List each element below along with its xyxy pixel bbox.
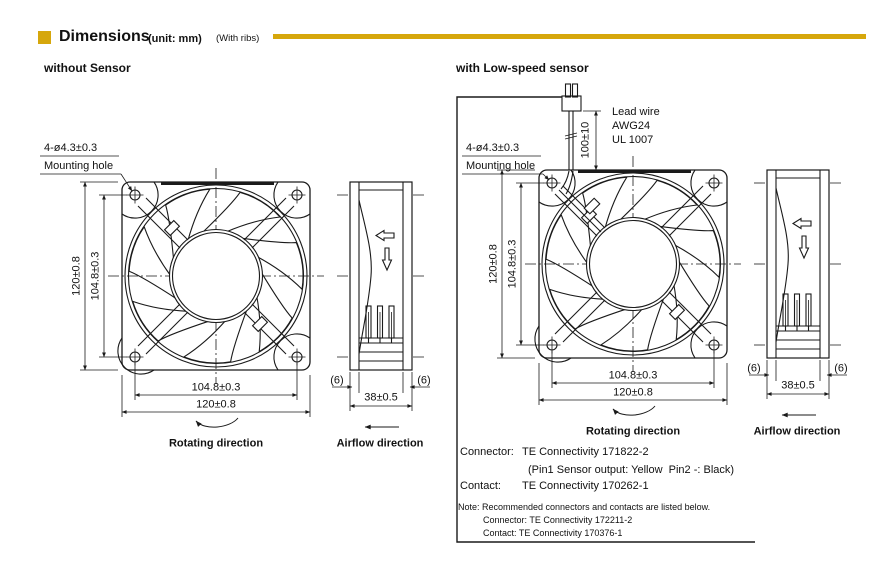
dim-hole-pitch-h-left: 104.8±0.3 [191,381,241,394]
dim-outer-height-right: 120±0.8 [487,244,500,284]
connector-value: TE Connectivity 171822-2 [522,446,649,458]
rotating-direction-label-left: Rotating direction [168,437,264,450]
dim-outer-width-right: 120±0.8 [613,386,653,399]
airflow-direction-label-right: Airflow direction [753,425,841,438]
mounting-hole-spec-right: 4-ø4.3±0.3 [466,142,520,154]
contact-label: Contact: [460,480,501,492]
page-title: Dimensions [59,28,150,45]
ribs-label: (With ribs) [216,33,260,44]
section-title-without-sensor: without Sensor [44,61,131,75]
note-line-1: Note: Recommended connectors and contacts are listed below. [458,502,711,512]
lead-wire-label-2: AWG24 [612,120,651,132]
dim-depth-right: 38±0.5 [781,379,815,392]
lead-wire-label-1: Lead wire [612,106,660,118]
dim-lead-length: 100±10 [579,121,592,159]
dim-hole-pitch-h-right: 104.8±0.3 [608,369,658,382]
dim-hole-pitch-v-right: 104.8±0.3 [506,239,519,289]
note-line-3: Contact: TE Connectivity 170376-1 [483,528,623,538]
lead-wire-label-3: UL 1007 [612,134,654,146]
note-line-2: Connector: TE Connectivity 172211-2 [483,515,633,525]
dim-flange-left-a: (6) [330,374,344,387]
section-title-with-sensor: with Low-speed sensor [456,61,589,75]
dim-outer-width-left: 120±0.8 [196,398,236,411]
mounting-hole-label-left: Mounting hole [44,160,114,172]
dim-flange-right-b: (6) [834,362,848,375]
pin-note: (Pin1 Sensor output: Yellow Pin2 -: Black) [528,464,735,476]
dim-depth-left: 38±0.5 [364,391,398,404]
connector-label: Connector: [460,446,514,458]
airflow-direction-label-left: Airflow direction [336,437,424,450]
mounting-hole-spec-left: 4-ø4.3±0.3 [44,142,98,154]
mounting-hole-label-right: Mounting hole [466,160,536,172]
header-rule [273,34,866,39]
dim-hole-pitch-v-left: 104.8±0.3 [89,251,102,301]
header-accent-square [38,31,51,44]
contact-value: TE Connectivity 170262-1 [522,480,649,492]
dim-outer-height-left: 120±0.8 [70,256,83,296]
unit-label: (unit: mm) [148,33,202,45]
dim-flange-right-a: (6) [747,362,761,375]
dim-flange-left-b: (6) [417,374,431,387]
rotating-direction-label-right: Rotating direction [585,425,681,438]
